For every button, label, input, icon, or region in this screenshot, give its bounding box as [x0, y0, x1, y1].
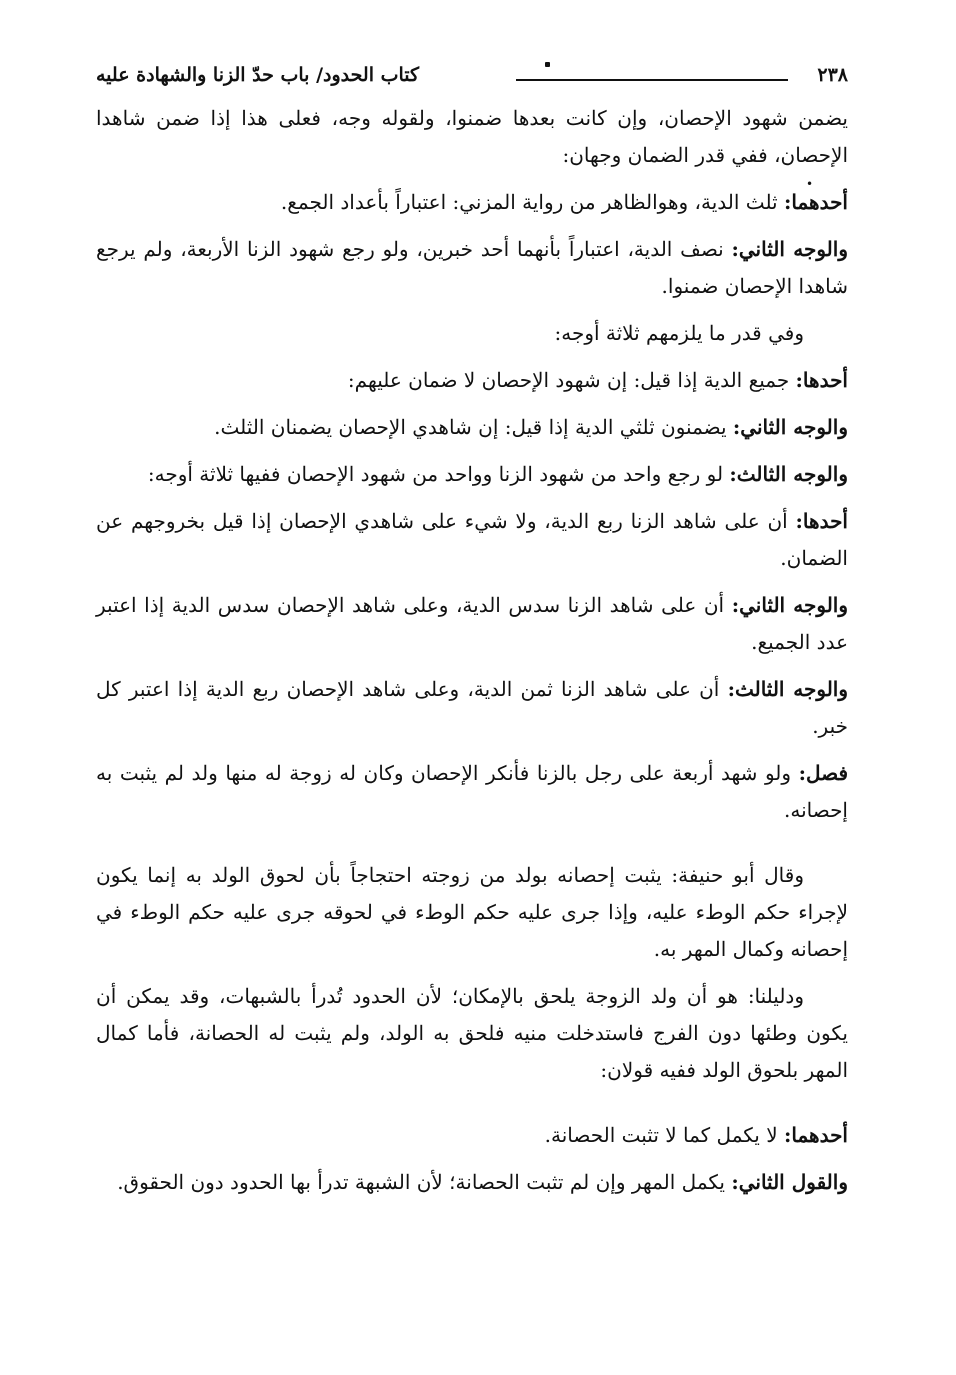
paragraph [96, 755, 848, 829]
paragraph [96, 1164, 848, 1201]
paragraph-text: يكمل المهر وإن لم تثبت الحصانة؛ لأن الشبهة تدرأ بها الحدود دون الحقوق. [117, 1170, 732, 1194]
paragraph-lead: والوجه الثاني: [731, 593, 849, 617]
page-header [96, 60, 848, 94]
running-title: كتاب الحدود/ باب حدّ الزنا والشهادة عليه [96, 64, 420, 86]
paragraph [96, 587, 848, 661]
paragraph-text: أن على شاهد الزنا سدس الدية، وعلى شاهد الإحصان سدس الدية إذا اعتبر عدد الجميع. [96, 593, 848, 654]
page-number: ٢٣٨ [817, 64, 848, 86]
paragraph [96, 456, 848, 493]
paragraph-lead: والوجه الثالث: [729, 462, 848, 486]
paragraph [96, 503, 848, 577]
paragraph [96, 857, 848, 968]
paragraph-lead: والوجه الثاني: [732, 415, 848, 439]
paragraph [96, 362, 848, 399]
paragraph-text: نصف الدية، اعتباراً بأنهما أحد خبرين، ولو رجع شهود الزنا الأربعة، ولم يرجع شاهدا الإحصان ضمنوا. [96, 237, 848, 298]
paragraph-lead: والوجه الثاني: [731, 237, 848, 261]
paragraph-lead: أحدهما: [783, 190, 848, 214]
paragraph-text: وفي قدر ما يلزمهم ثلاثة أوجه: [554, 321, 804, 345]
paragraph-text: ولو شهد أربعة على رجل بالزنا فأنكر الإحصان وكان له زوجة له منها ولد لم يثبت به إحصانه. [96, 761, 848, 822]
page-body [96, 100, 848, 1211]
header-rule [516, 79, 788, 81]
paragraph-lead: فصل: [798, 761, 849, 785]
paragraph [96, 409, 848, 446]
paragraph-text: ودليلنا: هو أن ولد الزوجة يلحق بالإمكان؛ لأن الحدود تُدرأ بالشبهات، وقد يمكن أن يكون وطئها دون الفرج فاستدخلت منيه فلحق به الولد، ولم يثبت له الحصانة، فأما كمال المهر بلحوق الولد ففيه قولان: [96, 984, 848, 1082]
paragraph-lead: أحدهما: [783, 1123, 848, 1147]
paragraph-text: ثلث الدية، وهوالظاهر من رواية المزني: اعتباراً بأعداد الجمع. [280, 190, 784, 214]
paragraph [96, 315, 848, 352]
paragraph [96, 184, 848, 221]
paragraph-lead: أحدها: [795, 509, 848, 533]
paragraph [96, 1117, 848, 1154]
paragraph [96, 978, 848, 1089]
paragraph-text: يضمنون ثلثي الدية إذا قيل: إن شاهدي الإحصان يضمنان الثلث. [214, 415, 733, 439]
paragraph [96, 100, 848, 174]
paragraph-text: أن على شاهد الزنا ثمن الدية، وعلى شاهد الإحصان ربع الدية إذا اعتبر كل خبر. [96, 677, 848, 738]
paragraph [96, 671, 848, 745]
margin-dot: • [806, 177, 814, 191]
paragraph-lead: والقول الثاني: [731, 1170, 848, 1194]
paragraph-text: أن على شاهد الزنا ربع الدية، ولا شيء على شاهدي الإحصان إذا قيل بخروجهم عن الضمان. [96, 509, 848, 570]
paragraph-text: وقال أبو حنيفة: يثبت إحصانه بولد من زوجته احتجاجاً بأن لحوق الولد به إنما يكون لإجراء حكم الوطء عليه، وإذا جرى عليه حكم الوطء في لحوقه جرى عليه حكم الوطء في إحصانه وكمال المهر به. [96, 863, 849, 961]
paragraph-text: جميع الدية إذا قيل: إن شهود الإحصان لا ضمان عليهم: [347, 368, 796, 392]
paragraph-text: لو رجع واحد من شهود الزنا وواحد من شهود الإحصان ففيها ثلاثة أوجه: [147, 462, 730, 486]
paragraph-text: يضمن شهود الإحصان، وإن كانت بعدها ضمنوا، ولقوله وجه، فعلى هذا إذا ضمن شاهدا الإحصان، ففي قدر الضمان وجهان: [96, 106, 848, 167]
paragraph-lead: أحدها: [795, 368, 848, 392]
paragraph-lead: والوجه الثالث: [727, 677, 849, 701]
paragraph [96, 231, 848, 305]
paragraph-text: لا يكمل كما لا تثبت الحصانة. [544, 1123, 784, 1147]
